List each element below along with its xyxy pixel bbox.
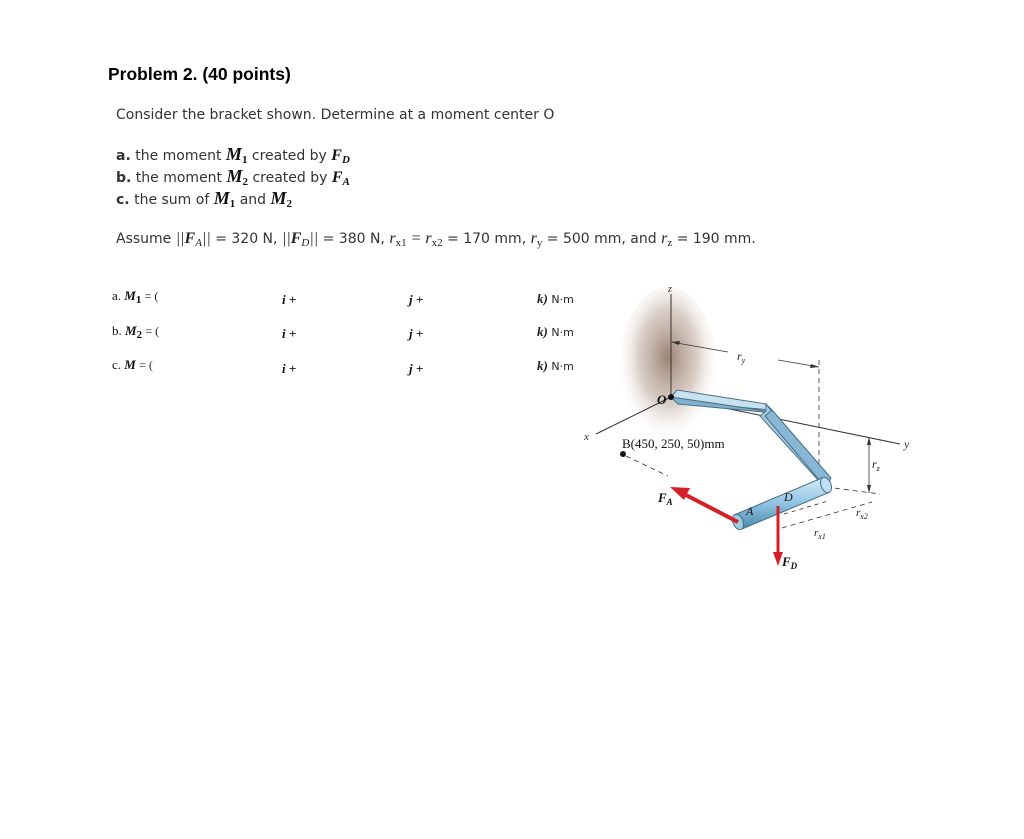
ry-symbol: $r_y$ (530, 230, 543, 249)
point-o-label: O (657, 392, 667, 407)
point-d-label: D (784, 490, 793, 504)
wall-shade (620, 287, 716, 443)
answer-a-i[interactable]: i + (282, 292, 297, 307)
answer-b-k[interactable]: k) N·m (537, 324, 574, 339)
task-a-symbol: $M_1$ (225, 144, 248, 166)
rz-value: = 190 mm. (676, 231, 756, 247)
rz-extension (826, 487, 880, 494)
force-fa-shaft (684, 494, 738, 522)
rx2-label: $r_{x2}$ (856, 507, 868, 521)
task-a (116, 144, 350, 166)
y-axis-label: y (904, 437, 910, 451)
answer-c-j[interactable]: j + (409, 361, 424, 376)
task-b-by: created by (252, 170, 328, 186)
assume-line (116, 230, 756, 249)
ry-label: $r_y$ (737, 349, 746, 365)
point-b (620, 451, 626, 457)
x-axis-label: x (584, 431, 589, 443)
rx1-label: $r_{x1}$ (814, 527, 826, 541)
task-b-text: the moment (135, 170, 223, 186)
force-fa-label: $F_A$ (658, 490, 673, 507)
answer-b-j[interactable]: j + (409, 326, 424, 341)
answer-c-label: c. M = ( (112, 357, 153, 372)
bracket-arm-diagonal-face (765, 410, 831, 488)
point-a-label: A (746, 504, 754, 518)
answer-a-j[interactable]: j + (409, 292, 424, 307)
ry-value: = 500 mm, and (546, 231, 657, 247)
bracket-figure (560, 280, 930, 580)
rz-symbol: $r_z$ (661, 230, 673, 249)
force-fd-label: $F_D$ (782, 554, 798, 571)
task-c-symbol-1: $M_1$ (213, 188, 236, 210)
task-a-prefix: a. (116, 148, 131, 164)
task-c-prefix: c. (116, 192, 130, 208)
rz-arrow-bottom (867, 485, 871, 493)
assume-label: Assume (116, 231, 172, 247)
b-dashed-line (626, 456, 668, 476)
task-a-by: created by (251, 148, 327, 164)
task-b-force: FA (331, 169, 350, 188)
point-b-label: B(450, 250, 50)mm (622, 436, 725, 451)
task-c (116, 188, 292, 210)
answer-c-i[interactable]: i + (282, 361, 297, 376)
fd-value: = 380 N, (322, 231, 385, 247)
task-a-text: the moment (135, 148, 222, 164)
task-a-force: FD (331, 147, 350, 166)
task-b (116, 166, 350, 188)
task-c-and: and (239, 192, 267, 208)
fa-norm: ||FA|| (175, 230, 211, 249)
point-o (668, 394, 674, 400)
task-c-symbol-2: $M_2$ (270, 188, 292, 210)
rz-label: $r_z$ (872, 457, 880, 473)
answer-b-i[interactable]: i + (282, 326, 297, 341)
answer-b-label: b. $M_2$ = ( (112, 323, 160, 341)
answer-a-label: a. $M_1$ = ( (112, 288, 159, 306)
answer-a-k[interactable]: k) N·m (537, 291, 574, 306)
force-fa-arrowhead (670, 487, 690, 500)
problem-intro (116, 107, 554, 123)
task-b-prefix: b. (116, 170, 132, 186)
fa-value: = 320 N, (215, 231, 278, 247)
fd-norm: ||FD|| (281, 230, 319, 249)
task-b-symbol: $M_2$ (226, 166, 249, 188)
rx-symbols: $r_{x1} = r_{x2}$ (389, 230, 443, 249)
z-axis-label: z (668, 284, 672, 295)
task-c-text: the sum of (134, 192, 210, 208)
intro-text: Consider the bracket shown. Determine at a moment center O (116, 107, 555, 123)
ry-arrow-right (810, 364, 819, 368)
problem-title: Problem 2. (40 points) (108, 64, 291, 84)
answer-c-k[interactable]: k) N·m (537, 358, 574, 373)
rx-value: = 170 mm, (447, 231, 527, 247)
